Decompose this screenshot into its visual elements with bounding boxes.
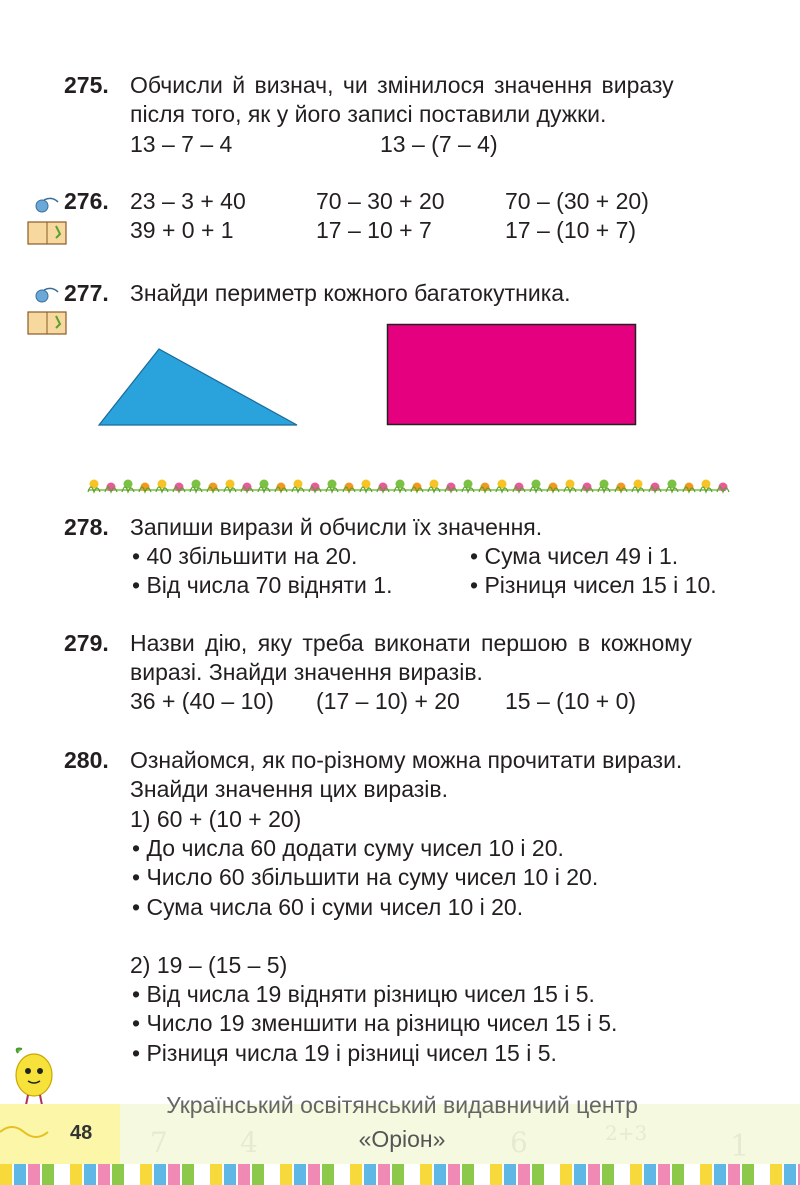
svg-text:2+3: 2+3 [605,1121,648,1145]
exercise-280-item: • Число 19 зменшити на різницю чисел 15 і 5. [132,1010,617,1037]
exercise-275-text-line1: Обчисли й визнач, чи змінилося значення виразу [130,72,674,98]
exercise-280-part2-title: 2) 19 – (15 – 5) [130,952,288,978]
exercise-277-text: Знайди периметр кожного багатокутника. [130,280,571,306]
exercise-279-text-line1: Назви дію, яку треба виконати першою в кожному [130,630,692,656]
publisher-name-orion: «Оріон» [358,1126,446,1152]
publisher-name: Український освітянський видавничий центр [166,1092,638,1118]
exercise-280-item: • Число 60 збільшити на суму чисел 10 і 20. [132,864,598,891]
exercise-279-expr: 36 + (40 – 10) [130,688,274,714]
exercise-278-item: • Сума чисел 49 і 1. [470,543,678,570]
exercise-275-expr2: 13 – (7 – 4) [380,131,498,157]
exercise-276-expr: 70 – 30 + 20 [316,188,445,214]
exercise-number-279: 279. [64,630,109,656]
exercise-278-item: • Різниця чисел 15 і 10. [470,572,717,599]
exercise-278-text: Запиши вирази й обчисли їх значення. [130,514,543,540]
exercise-280-text-line2: Знайди значення цих виразів. [130,776,449,802]
exercise-276-expr: 17 – 10 + 7 [316,217,432,243]
svg-text:7: 7 [150,1126,168,1159]
exercise-279-expr: (17 – 10) + 20 [316,688,460,714]
exercise-number-277: 277. [64,280,109,306]
exercise-280-item: • Від числа 19 відняти різницю чисел 15 і 5. [132,981,595,1008]
exercise-280-text-line1: Ознайомся, як по-різному можна прочитати вирази. [130,747,683,773]
exercise-number-280: 280. [64,747,109,773]
exercise-276-expr: 23 – 3 + 40 [130,188,246,214]
exercise-276-expr: 70 – (30 + 20) [505,188,649,214]
exercise-276-expr: 39 + 0 + 1 [130,217,234,243]
decorative-flower-border [70,470,738,500]
page-number: 48 [70,1122,93,1144]
exercise-280-item: • Різниця числа 19 і різниці чисел 15 і 5. [132,1040,557,1067]
exercise-number-275: 275. [64,72,109,98]
svg-text:6: 6 [510,1126,528,1159]
svg-text:1: 1 [730,1129,750,1164]
svg-text:4: 4 [240,1126,258,1159]
exercise-number-276: 276. [64,188,109,214]
exercise-278-item: • 40 збільшити на 20. [132,543,357,570]
rectangle-shape [386,323,638,427]
exercise-275-text-line2: після того, як у його записі поставили дужки. [130,101,607,127]
exercise-280-item: • Сума числа 60 і суми чисел 10 і 20. [132,894,523,921]
triangle-shape [95,345,305,430]
exercise-276-expr: 17 – (10 + 7) [505,217,637,243]
exercise-278-item: • Від числа 70 відняти 1. [132,572,392,599]
exercise-275-expr1: 13 – 7 – 4 [130,131,233,157]
exercise-280-part1-title: 1) 60 + (10 + 20) [130,806,302,832]
exercise-279-expr: 15 – (10 + 0) [505,688,637,714]
exercise-280-item: • До числа 60 додати суму чисел 10 і 20. [132,835,564,862]
exercise-279-text-line2: виразі. Знайди значення виразів. [130,659,483,685]
exercise-number-278: 278. [64,514,109,540]
page-footer [0,1092,800,1185]
